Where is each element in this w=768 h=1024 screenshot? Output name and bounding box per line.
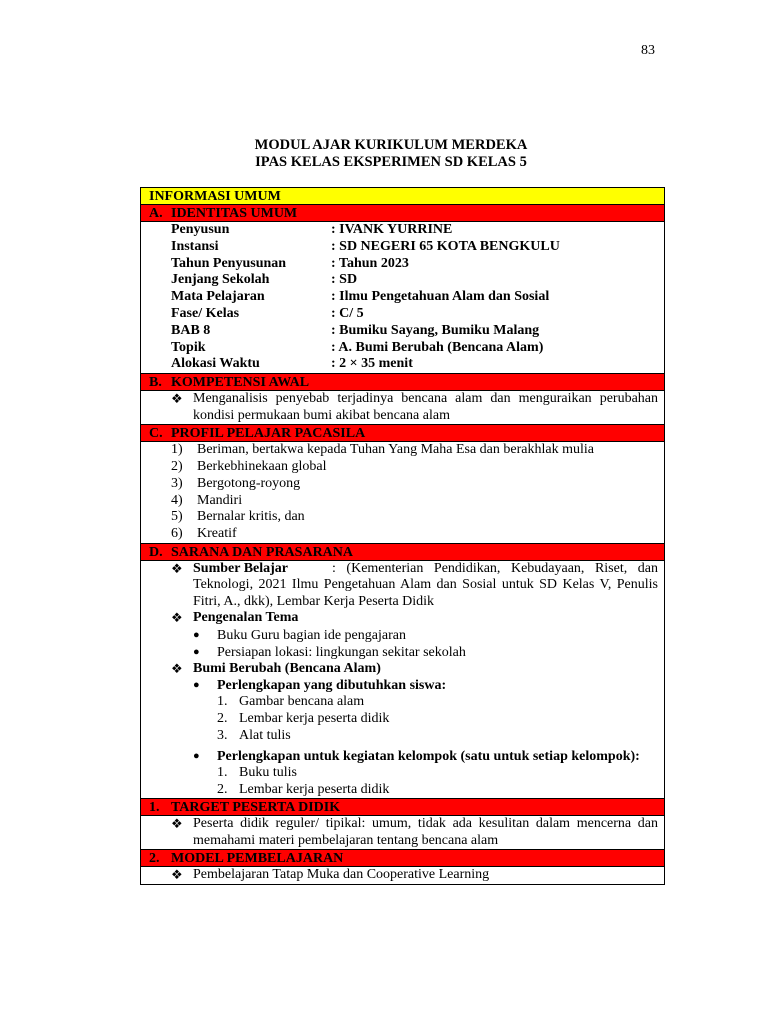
identity-value: : Bumiku Sayang, Bumiku Malang bbox=[331, 322, 540, 338]
identity-row bbox=[141, 356, 664, 373]
list-item bbox=[141, 509, 664, 526]
section-number: C. bbox=[149, 426, 163, 442]
identity-key: BAB 8 bbox=[171, 322, 211, 338]
identity-row bbox=[141, 272, 664, 289]
identity-row bbox=[141, 222, 664, 239]
list-item bbox=[141, 816, 664, 849]
list-item bbox=[141, 677, 664, 694]
list-item bbox=[141, 867, 664, 884]
item-text: Bernalar kritis, dan bbox=[197, 509, 305, 525]
identity-row bbox=[141, 323, 664, 340]
section-number: A. bbox=[149, 206, 163, 221]
identity-key: Instansi bbox=[171, 238, 219, 254]
diamond-bullet-icon: ❖ bbox=[171, 867, 183, 883]
item-text: Persiapan lokasi: lingkungan sekitar sekolah bbox=[217, 644, 466, 660]
item-number: 1) bbox=[171, 442, 183, 458]
item-text: Lembar kerja peserta didik bbox=[239, 711, 390, 727]
list-item bbox=[141, 644, 664, 661]
section-number: D. bbox=[149, 544, 163, 560]
section-label: MODEL PEMBELAJARAN bbox=[171, 851, 344, 867]
identitas-section bbox=[141, 222, 664, 374]
list-item bbox=[141, 391, 664, 424]
item-text: Bergotong-royong bbox=[197, 475, 301, 491]
sumber-belajar-label: Sumber Belajar bbox=[193, 560, 289, 576]
title-line-2: IPAS KELAS EKSPERIMEN SD KELAS 5 bbox=[255, 154, 527, 170]
item-number: 5) bbox=[171, 509, 183, 525]
section-label: TARGET PESERTA DIDIK bbox=[171, 800, 341, 816]
identity-key: Jenjang Sekolah bbox=[171, 272, 270, 288]
item-number: 3) bbox=[171, 475, 183, 491]
section-label: SARANA DAN PRASARANA bbox=[171, 544, 354, 560]
title-line-1: MODUL AJAR KURIKULUM MERDEKA bbox=[254, 137, 528, 153]
diamond-bullet-icon: ❖ bbox=[171, 610, 183, 626]
identitas-umum-header bbox=[141, 205, 664, 222]
identity-row bbox=[141, 289, 664, 306]
identity-value: : A. Bumi Berubah (Bencana Alam) bbox=[331, 339, 544, 355]
list-item bbox=[141, 661, 664, 678]
informasi-umum-header: INFORMASI UMUM bbox=[141, 188, 664, 205]
identity-key: Fase/ Kelas bbox=[171, 305, 240, 321]
list-item bbox=[141, 748, 664, 765]
list-item bbox=[141, 711, 664, 728]
identity-row bbox=[141, 256, 664, 273]
item-number: 6) bbox=[171, 526, 183, 542]
item-number: 2) bbox=[171, 458, 183, 474]
dot-bullet-icon: ● bbox=[193, 679, 200, 692]
target-section bbox=[141, 816, 664, 850]
diamond-bullet-icon: ❖ bbox=[171, 391, 183, 407]
item-text: Buku Guru bagian ide pengajaran bbox=[217, 627, 406, 643]
identity-value: : 2 × 35 menit bbox=[331, 356, 413, 372]
list-item bbox=[141, 694, 664, 711]
siswa-label: Perlengkapan yang dibutuhkan siswa: bbox=[217, 678, 447, 694]
identity-value: : Tahun 2023 bbox=[331, 255, 409, 271]
pengenalan-tema-label: Pengenalan Tema bbox=[193, 610, 299, 626]
profil-pelajar-header bbox=[141, 425, 664, 442]
kelompok-label: Perlengkapan untuk kegiatan kelompok (satu untuk setiap kelompok): bbox=[217, 748, 640, 764]
list-item bbox=[141, 493, 664, 510]
sumber-belajar-text: : (Kementerian Pendidikan, Kebudayaan, Riset, dan Teknologi, 2021 Ilmu Pengetahuan Alam dan Sosial untuk SD Kelas V, Penulis Fitri, A., dkk), Lembar Kerja Peserta Didik bbox=[193, 560, 658, 609]
model-section bbox=[141, 867, 664, 884]
target-peserta-header bbox=[141, 799, 664, 816]
dot-bullet-icon: ● bbox=[193, 645, 200, 658]
dot-bullet-icon: ● bbox=[193, 749, 200, 762]
item-text: Lembar kerja peserta didik bbox=[239, 781, 390, 797]
section-label: PROFIL PELAJAR PACASILA bbox=[171, 426, 366, 442]
item-number: 2. bbox=[217, 781, 228, 797]
item-number: 1. bbox=[217, 694, 228, 710]
list-item bbox=[141, 476, 664, 493]
item-text: Gambar bencana alam bbox=[239, 694, 365, 710]
section-number: 2. bbox=[149, 851, 160, 867]
module-table bbox=[140, 187, 665, 885]
identity-key: Tahun Penyusunan bbox=[171, 255, 287, 271]
item-text: Mandiri bbox=[197, 492, 243, 508]
identity-row bbox=[141, 340, 664, 357]
identity-row bbox=[141, 306, 664, 323]
item-text: Beriman, bertakwa kepada Tuhan Yang Maha Esa dan berakhlak mulia bbox=[197, 442, 594, 458]
kompetensi-text: Menganalisis penyebab terjadinya bencana alam dan menguraikan perubahan kondisi permukaan bumi akibat bencana alam bbox=[193, 391, 658, 423]
identity-key: Penyusun bbox=[171, 222, 230, 237]
kompetensi-awal-header bbox=[141, 374, 664, 391]
model-text: Pembelajaran Tatap Muka dan Cooperative Learning bbox=[193, 867, 490, 883]
identity-key: Mata Pelajaran bbox=[171, 289, 265, 305]
identity-key: Topik bbox=[171, 339, 206, 355]
diamond-bullet-icon: ❖ bbox=[171, 660, 183, 676]
identity-value: : SD NEGERI 65 KOTA BENGKULU bbox=[331, 238, 560, 254]
diamond-bullet-icon: ❖ bbox=[171, 816, 183, 832]
list-item bbox=[141, 442, 664, 459]
page-number: 83 bbox=[641, 43, 655, 58]
kompetensi-section bbox=[141, 391, 664, 425]
section-number: 1. bbox=[149, 800, 160, 816]
sarana-prasarana-header bbox=[141, 544, 664, 561]
list-item bbox=[141, 728, 664, 745]
identity-row bbox=[141, 239, 664, 256]
sarana-section bbox=[141, 561, 664, 799]
item-number: 2. bbox=[217, 711, 228, 727]
list-item bbox=[141, 610, 664, 627]
item-text: Alat tulis bbox=[239, 728, 291, 744]
identity-value: : IVANK YURRINE bbox=[331, 222, 453, 237]
list-item bbox=[141, 561, 664, 611]
model-pembelajaran-header bbox=[141, 850, 664, 867]
item-number: 4) bbox=[171, 492, 183, 508]
diamond-bullet-icon: ❖ bbox=[171, 560, 183, 576]
section-label: KOMPETENSI AWAL bbox=[171, 375, 310, 391]
section-number: B. bbox=[149, 375, 162, 391]
list-item bbox=[141, 526, 664, 543]
item-number: 1. bbox=[217, 764, 228, 780]
target-text: Peserta didik reguler/ tipikal: umum, tidak ada kesulitan dalam mencerna dan memahami materi pembelajaran tentang bencana alam bbox=[193, 816, 658, 848]
profil-section bbox=[141, 442, 664, 544]
identity-key: Alokasi Waktu bbox=[171, 356, 260, 372]
section-label: IDENTITAS UMUM bbox=[171, 206, 298, 221]
list-item bbox=[141, 627, 664, 644]
item-text: Berkebhinekaan global bbox=[197, 458, 327, 474]
dot-bullet-icon: ● bbox=[193, 628, 200, 641]
list-item bbox=[141, 782, 664, 799]
identity-value: : Ilmu Pengetahuan Alam dan Sosial bbox=[331, 289, 550, 305]
item-text: Buku tulis bbox=[239, 764, 297, 780]
list-item bbox=[141, 765, 664, 782]
identity-value: : C/ 5 bbox=[331, 305, 364, 321]
item-text: Kreatif bbox=[197, 526, 237, 542]
bumi-berubah-label: Bumi Berubah (Bencana Alam) bbox=[193, 660, 381, 676]
list-item bbox=[141, 459, 664, 476]
item-number: 3. bbox=[217, 728, 228, 744]
document-title bbox=[0, 137, 768, 171]
identity-value: : SD bbox=[331, 272, 358, 288]
